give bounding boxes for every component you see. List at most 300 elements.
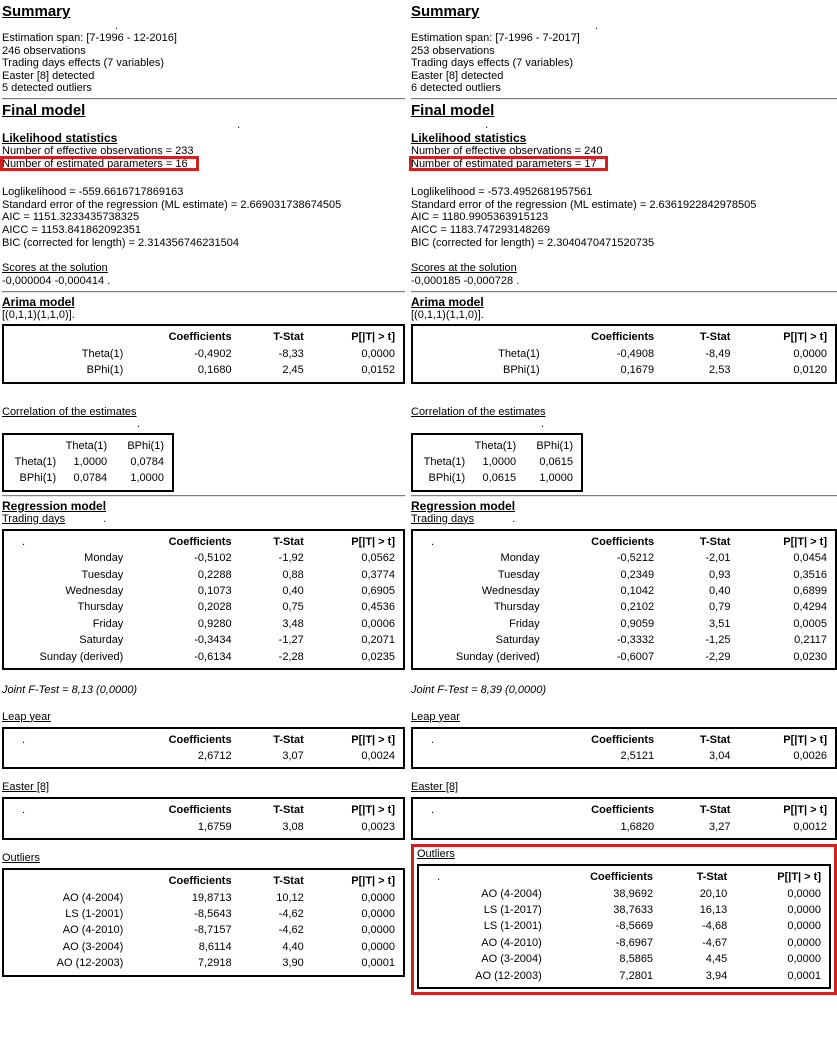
table-cell: BPhi(1) [502,364,540,377]
artifact-dot: . [512,512,516,525]
table-cell: 0,0615 [482,472,517,485]
summary-line: Estimation span: [7-1996 - 12-2016] [2,32,177,44]
table-cell: 0,2288 [197,568,232,581]
joint-f-test: Joint F-Test = 8,39 (0,0000) [411,684,547,696]
table-cell: -0,4908 [616,347,655,360]
table-cell: -4,68 [702,920,728,933]
artifact-dot: . [485,118,489,131]
table-cell: -2,01 [705,552,731,565]
table-cell: 2,5121 [620,750,655,762]
table-corner-dot: . [431,535,435,548]
table-cell: Monday [84,552,124,565]
table-cell: 0,88 [282,568,304,581]
table-cell: 0,0012 [793,820,827,833]
summary-title: Summary [411,3,480,20]
table-cell: 1,0000 [73,455,108,468]
table-row [418,968,830,988]
table-row [3,454,173,470]
table-row [412,819,836,839]
table-row [412,583,836,599]
outliers-highlight-box [411,844,837,995]
table-cell: -4,62 [278,908,304,921]
table-cell: -1,25 [705,634,731,647]
table-cell: 0,0001 [787,969,821,982]
col-header-pvalue: P[|T| > t] [351,535,395,548]
table-cell: 3,27 [709,820,731,833]
joint-f-test: Joint F-Test = 8,13 (0,0000) [2,684,138,696]
summary-line: 5 detected outliers [2,82,92,95]
table-cell: Saturday [495,634,540,647]
estimated-parameters-highlight: Number of estimated parameters = 17 [411,157,597,170]
table-row [412,748,836,768]
table-header-row [412,728,836,748]
artifact-dot: . [103,512,107,525]
section-divider [2,495,405,497]
table-cell: 1,6759 [197,820,232,833]
table-cell: 3,04 [709,750,731,762]
table-header-row [3,325,404,345]
col-header-pvalue: P[|T| > t] [783,733,827,746]
table-cell: -8,6967 [615,936,654,949]
effective-observations: Number of effective observations = 233 [2,144,194,157]
report-panel-left [2,3,405,995]
easter-title: Easter [8] [2,781,50,794]
table-cell: Theta(1) [423,455,466,468]
table-cell: -0,3332 [616,634,655,647]
section-divider [2,98,405,100]
col-header-pvalue: P[|T| > t] [783,804,827,817]
section-divider [2,291,405,293]
table-cell: 0,2102 [620,601,655,614]
table-row [3,583,404,599]
table-cell: 8,6114 [198,940,232,953]
correlation-table [2,433,174,492]
table-cell: AO (12-2003) [475,969,542,982]
table-cell: 0,0000 [787,920,821,933]
table-cell: 4,45 [705,953,728,966]
likelihood-title: Likelihood statistics [411,130,527,145]
table-cell: 0,1680 [197,364,232,377]
col-header-tstat: T-Stat [699,535,731,548]
table-header-row [412,434,582,454]
table-cell: -1,92 [278,552,304,565]
table-row [418,902,830,918]
col-header-coefficients: Coefficients [168,804,232,817]
table-row [3,906,404,922]
table-cell: 0,0000 [361,347,395,360]
table-row [3,819,404,839]
table-cell: 38,9692 [613,887,654,900]
col-header-coefficients: Coefficients [168,535,232,548]
table-cell: 0,93 [709,568,731,581]
table-cell: 3,08 [282,820,304,833]
summary-line: Trading days effects (7 variables) [2,57,165,70]
regression-title: Regression model [411,498,516,513]
table-row [412,362,836,382]
col-header-tstat: T-Stat [273,875,304,888]
leap-year-table [2,727,405,770]
summary-line: Easter [8] detected [411,69,504,82]
table-cell: 4,40 [282,940,304,953]
table-cell: BPhi(1) [19,472,57,485]
outliers-table [2,868,405,976]
table-corner [412,325,548,345]
section-divider [411,98,837,100]
col-header-coefficients: Coefficients [591,535,655,548]
table-cell: 0,0001 [361,957,395,970]
table-cell: 0,9059 [620,617,655,630]
table-cell: 1,0000 [130,472,164,485]
table-cell: 0,1679 [620,364,655,377]
col-header-pvalue: P[|T| > t] [351,331,395,344]
artifact-dot: . [541,417,545,430]
table-cell: -8,5643 [194,908,232,921]
col-header-tstat: T-Stat [273,804,304,817]
table-cell: LS (1-2017) [483,904,542,917]
arima-spec: [(0,1,1)(1,1,0)]. [2,308,75,321]
table-cell: Thursday [77,601,124,614]
table-header-row [3,434,173,454]
table-cell: 3,94 [705,969,728,982]
col-header-bphi: BPhi(1) [127,439,164,452]
table-cell: Theta(1) [14,455,57,468]
final-model-title: Final model [411,101,495,119]
table-cell: -0,6134 [194,650,232,663]
summary-line: 246 observations [2,44,86,57]
table-cell: 0,6899 [793,584,827,597]
stat-line: BIC (corrected for length) = 2.314356746231504 [2,236,239,249]
table-cell: 0,3516 [793,568,827,581]
stat-line: AICC = 1153.841862092351 [2,223,141,236]
table-row [412,599,836,615]
leap-year-title: Leap year [2,710,51,723]
table-cell: 3,90 [282,957,304,970]
stat-line: Loglikelihood = -559.6616717869163 [2,186,184,199]
table-cell: 0,0000 [787,904,821,917]
table-cell [412,819,548,839]
table-cell: 0,2028 [197,601,232,614]
col-header-tstat: T-Stat [273,331,304,344]
table-header-row [3,728,404,748]
table-cell: 19,8713 [191,891,232,904]
table-cell: Theta(1) [498,347,540,360]
table-cell: AO (3-2004) [481,953,542,966]
col-header-tstat: T-Stat [699,733,731,746]
table-row [418,951,830,967]
table-cell: -0,3434 [194,634,232,647]
table-cell: 0,6905 [361,584,395,597]
table-header-row [412,325,836,345]
summary-title: Summary [2,3,71,20]
summary-line: 253 observations [411,44,495,57]
col-header-coefficients: Coefficients [590,871,654,884]
table-cell: AO (3-2004) [62,940,124,953]
report-panel-right [411,3,837,995]
table-cell [3,748,131,768]
table-cell: 0,0000 [787,936,821,949]
table-cell: 1,0000 [482,455,517,468]
trading-days-title: Trading days [2,512,66,525]
trading-days-title: Trading days [411,512,475,525]
table-cell [3,819,131,839]
table-cell: BPhi(1) [428,472,466,485]
table-cell: 0,0024 [361,750,395,762]
col-header-pvalue: P[|T| > t] [783,535,827,548]
col-header-pvalue: P[|T| > t] [783,331,827,344]
col-header-theta: Theta(1) [474,439,517,452]
correlation-title: Correlation of the estimates [411,405,546,418]
outliers-table [417,864,831,989]
col-header-coefficients: Coefficients [168,733,232,746]
stat-line: Standard error of the regression (ML estimate) = 2.6361922842978505 [411,198,757,211]
table-cell: 2,45 [282,364,304,377]
table-cell: 0,2071 [361,634,395,647]
table-row [418,918,830,934]
table-corner-dot: . [431,733,435,746]
table-row [418,886,830,902]
arima-title: Arima model [411,294,484,309]
table-cell: 0,0005 [793,617,827,630]
regression-title: Regression model [2,498,107,513]
table-cell: -0,5102 [194,552,232,565]
table-cell: 20,10 [699,887,728,900]
leap-year-title: Leap year [411,710,460,723]
table-cell: 0,9280 [197,617,232,630]
table-cell: AO (4-2010) [62,924,124,937]
table-corner-dot: . [437,871,441,884]
table-row [3,632,404,648]
col-header-pvalue: P[|T| > t] [351,875,395,888]
table-row [3,748,404,768]
table-cell: 1,6820 [620,820,655,833]
col-header-pvalue: P[|T| > t] [351,733,395,746]
table-cell: Theta(1) [81,347,124,360]
col-header-tstat: T-Stat [696,871,728,884]
table-cell: 3,51 [709,617,731,630]
easter-title: Easter [8] [411,781,459,794]
table-row [3,470,173,490]
table-header-row [412,798,836,818]
table-corner-dot: . [22,804,26,817]
summary-line: Estimation span: [7-1996 - 7-2017] [411,32,580,44]
table-row [3,346,404,362]
summary-line: Easter [8] detected [2,69,95,82]
stat-line: Standard error of the regression (ML estimate) = 2.669031738674505 [2,198,342,211]
table-cell: 0,0023 [361,820,395,833]
table-cell: -8,49 [705,347,731,360]
table-cell: 0,0000 [361,891,395,904]
trading-days-title-line [411,513,837,526]
scores-values: -0,000185 -0,000728 . [411,275,520,288]
table-cell: LS (1-2001) [65,908,124,921]
table-cell: 0,0230 [793,650,827,663]
col-header-coefficients: Coefficients [168,331,232,344]
likelihood-title: Likelihood statistics [2,130,118,145]
table-cell: -4,62 [278,924,304,937]
table-cell: 0,0000 [793,347,827,360]
outliers-title: Outliers [417,848,455,861]
table-cell: 0,0784 [73,472,108,485]
table-row [412,632,836,648]
table-row [3,649,404,669]
table-cell: 0,0120 [793,364,827,377]
artifact-dot: . [595,20,599,32]
table-cell: 0,40 [282,584,304,597]
table-header-row [3,798,404,818]
arima-title: Arima model [2,294,75,309]
table-header-row [412,530,836,550]
table-row [412,649,836,669]
section-divider [411,291,837,293]
estimated-parameters-highlight: Number of estimated parameters = 16 [2,157,188,170]
table-cell: 0,2117 [794,634,827,647]
artifact-dot: . [137,417,141,430]
table-cell [412,748,548,768]
table-corner [3,325,131,345]
table-header-row [3,530,404,550]
scores-title: Scores at the solution [2,262,108,275]
table-cell: -4,67 [702,936,728,949]
table-cell: AO (4-2010) [481,936,542,949]
section-divider [411,495,837,497]
table-cell: -0,4902 [194,347,232,360]
table-cell: 0,0235 [361,650,395,663]
table-row [3,599,404,615]
arima-coefficients-table [2,324,405,383]
table-cell: Friday [92,617,124,630]
table-cell: 1,0000 [539,472,573,485]
table-cell: Saturday [79,634,124,647]
scores-title: Scores at the solution [411,262,517,275]
stat-line: AIC = 1151.3233435738325 [2,211,140,224]
col-header-theta: Theta(1) [65,439,108,452]
table-cell: 0,1073 [197,584,232,597]
stat-line: AICC = 1183.747293148269 [411,223,550,236]
table-corner [3,869,131,889]
table-row [3,939,404,955]
table-cell: Friday [509,617,540,630]
table-cell: 0,1042 [620,584,655,597]
table-cell: -2,28 [278,650,304,663]
table-header-row [418,865,830,885]
col-header-tstat: T-Stat [699,804,731,817]
stat-line: AIC = 1180.9905363915123 [411,211,549,224]
table-cell: LS (1-2001) [483,920,542,933]
col-header-pvalue: P[|T| > t] [777,871,821,884]
table-row [412,616,836,632]
col-header-coefficients: Coefficients [591,804,655,817]
table-row [3,567,404,583]
table-cell: 0,0784 [130,455,164,468]
table-cell: 0,0000 [787,953,821,966]
table-cell: 0,0562 [361,552,395,565]
table-row [3,550,404,566]
likelihood-stats [2,186,405,249]
effective-observations: Number of effective observations = 240 [411,144,603,157]
easter-table [2,797,405,840]
table-cell: -8,33 [278,347,304,360]
table-cell: 0,0006 [361,617,395,630]
table-row [412,550,836,566]
final-model-title: Final model [2,101,86,119]
table-cell: -0,5212 [616,552,655,565]
table-cell: Wednesday [481,584,540,597]
table-cell: 0,0026 [793,750,827,762]
table-corner-dot: . [22,535,26,548]
artifact-dot: . [237,118,241,131]
table-cell: 0,79 [709,601,731,614]
table-cell: AO (4-2004) [62,891,124,904]
leap-year-table [411,727,837,770]
table-cell: 16,13 [699,904,728,917]
table-header-row [3,869,404,889]
correlation-table [411,433,583,492]
trading-days-title-line [2,513,405,526]
arima-spec: [(0,1,1)(1,1,0)]. [411,308,484,321]
table-cell: -2,29 [705,650,731,663]
table-cell: -8,7157 [194,924,232,937]
table-cell: 0,0000 [361,924,395,937]
table-row [412,346,836,362]
col-header-coefficients: Coefficients [591,331,655,344]
table-row [3,616,404,632]
col-header-tstat: T-Stat [273,733,304,746]
table-row [412,454,582,470]
likelihood-stats [411,186,837,249]
stat-line: BIC (corrected for length) = 2.3040470471520735 [411,236,655,249]
summary-line: Trading days effects (7 variables) [411,57,574,70]
table-cell: AO (4-2004) [481,887,542,900]
summary-line: 6 detected outliers [411,82,501,95]
col-header-bphi: BPhi(1) [536,439,573,452]
table-cell: Tuesday [81,568,124,581]
artifact-dot: . [115,20,119,32]
table-cell: Thursday [493,601,540,614]
arima-coefficients-table [411,324,837,383]
table-cell: 0,0152 [361,364,395,377]
table-row [3,362,404,382]
table-cell: Sunday (derived) [455,650,540,663]
table-row [3,922,404,938]
table-cell: 0,3774 [361,568,395,581]
table-cell: 2,53 [709,364,731,377]
table-cell: 2,6712 [197,750,232,762]
table-cell: AO (12-2003) [56,957,124,970]
table-corner-dot: . [22,733,26,746]
table-row [412,567,836,583]
table-corner [3,434,64,454]
table-cell: 0,2349 [620,568,655,581]
table-cell: Monday [500,552,540,565]
table-cell: 0,0000 [787,887,821,900]
table-cell: 0,0454 [793,552,827,565]
table-corner-dot: . [431,804,435,817]
outliers-title: Outliers [2,852,40,865]
table-cell: 8,5865 [619,953,654,966]
table-cell: 0,0615 [539,455,573,468]
table-cell: -8,5669 [615,920,654,933]
col-header-coefficients: Coefficients [168,875,232,888]
trading-days-table [411,529,837,670]
table-row [418,935,830,951]
table-row [3,955,404,975]
table-cell: 7,2918 [197,957,232,970]
stat-line: Loglikelihood = -573.4952681957561 [411,186,593,199]
table-cell: 0,75 [282,601,304,614]
col-header-tstat: T-Stat [699,331,731,344]
col-header-tstat: T-Stat [273,535,304,548]
table-corner [412,434,473,454]
